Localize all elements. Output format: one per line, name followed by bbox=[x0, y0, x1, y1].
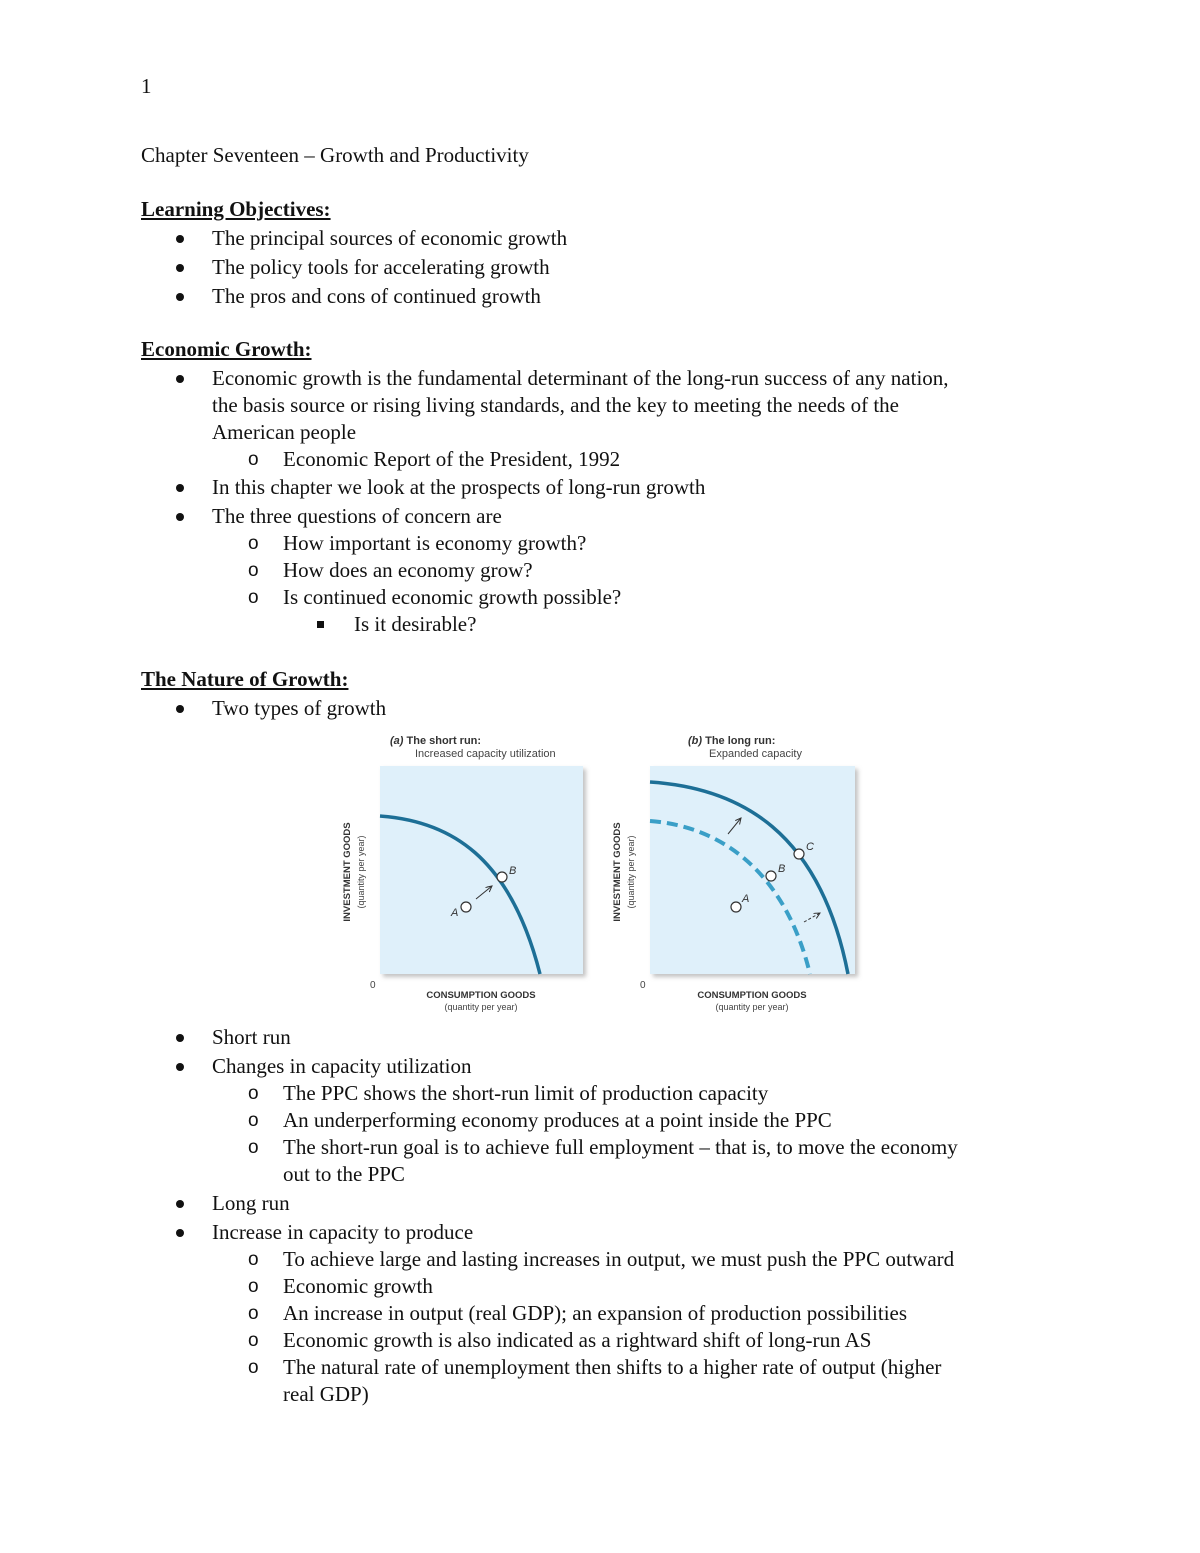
panel-b-title: (b) The long run: bbox=[688, 735, 776, 747]
list-item: The pros and cons of continued growth bbox=[141, 283, 567, 310]
list-item: Two types of growth bbox=[141, 695, 386, 722]
panel-a-ylabel: INVESTMENT GOODS bbox=[342, 822, 353, 922]
list-item-line: Economic growth is the fundamental determinant of the long-run success of any nation, bbox=[212, 366, 949, 390]
panel-b-origin: 0 bbox=[640, 980, 646, 991]
panel-a-subtitle: Increased capacity utilization bbox=[415, 748, 556, 760]
list-item-line: o The short-run goal is to achieve full employment – that is, to move the economy bbox=[283, 1135, 958, 1159]
list-item bbox=[141, 1354, 958, 1408]
list-item: o An increase in output (real GDP); an expansion of production possibilities bbox=[141, 1300, 958, 1327]
list-item: o How important is economy growth? bbox=[141, 530, 949, 557]
list-item-line: o The natural rate of unemployment then shifts to a higher rate of output (higher bbox=[283, 1355, 942, 1379]
panel-b-point-b bbox=[766, 871, 776, 881]
ppc-figure bbox=[320, 726, 880, 1020]
panel-a-label-a: A bbox=[451, 907, 459, 919]
list-item-line: the basis source or rising living standards, and the key to meeting the needs of the bbox=[212, 393, 900, 417]
list-item: o The PPC shows the short-run limit of production capacity bbox=[141, 1080, 958, 1107]
panel-a-ylabel-sub: (quantity per year) bbox=[356, 835, 366, 909]
panel-a-origin: 0 bbox=[370, 980, 376, 991]
ppc-panel-long-run bbox=[612, 735, 855, 1012]
panel-b-point-a bbox=[731, 902, 741, 912]
panel-b-point-c bbox=[794, 849, 804, 859]
list-item-line: American people bbox=[212, 420, 357, 444]
panel-b-xlabel-sub: (quantity per year) bbox=[715, 1002, 789, 1012]
panel-b-ylabel: INVESTMENT GOODS bbox=[612, 822, 623, 922]
page-number: 1 bbox=[141, 74, 152, 98]
list-item: Is it desirable? bbox=[141, 611, 949, 638]
list-item-line: real GDP) bbox=[283, 1382, 369, 1406]
ppc-panel-short-run bbox=[342, 735, 583, 1012]
list-item: In this chapter we look at the prospects of long-run growth bbox=[141, 474, 949, 501]
chapter-title: Chapter Seventeen – Growth and Productivity bbox=[141, 143, 529, 167]
panel-a-point-a bbox=[461, 902, 471, 912]
list-item: o How does an economy grow? bbox=[141, 557, 949, 584]
list-item: o Economic Report of the President, 1992 bbox=[141, 446, 949, 473]
panel-b-label-a: A bbox=[742, 893, 750, 905]
nature-of-growth-list bbox=[141, 1024, 958, 1408]
nature-intro-list bbox=[141, 695, 386, 722]
panel-a-xlabel-sub: (quantity per year) bbox=[444, 1002, 518, 1012]
list-item: o Economic growth is also indicated as a rightward shift of long-run AS bbox=[141, 1327, 958, 1354]
list-item: Long run bbox=[141, 1190, 958, 1217]
heading-learning-objectives: Learning Objectives: bbox=[141, 197, 331, 221]
list-item bbox=[141, 1134, 958, 1188]
panel-a-label-b: B bbox=[509, 865, 517, 877]
panel-a-point-b bbox=[497, 872, 507, 882]
list-item: o To achieve large and lasting increases in output, we must push the PPC outward bbox=[141, 1246, 958, 1273]
list-item-line: out to the PPC bbox=[283, 1162, 405, 1186]
panel-a-plot-area bbox=[380, 766, 583, 974]
panel-a-xlabel: CONSUMPTION GOODS bbox=[426, 990, 536, 1001]
list-item: The principal sources of economic growth bbox=[141, 225, 567, 252]
list-item: Changes in capacity utilization bbox=[141, 1053, 958, 1080]
panel-b-ylabel-sub: (quantity per year) bbox=[626, 835, 636, 909]
list-item: o An underperforming economy produces at a point inside the PPC bbox=[141, 1107, 958, 1134]
list-item: The policy tools for accelerating growth bbox=[141, 254, 567, 281]
list-item bbox=[141, 365, 949, 446]
panel-b-subtitle: Expanded capacity bbox=[709, 748, 802, 760]
heading-economic-growth: Economic Growth: bbox=[141, 337, 312, 361]
panel-b-plot-area bbox=[650, 766, 855, 974]
list-item: o Is continued economic growth possible? bbox=[141, 584, 949, 611]
economic-growth-list bbox=[141, 365, 949, 638]
list-item: o Economic growth bbox=[141, 1273, 958, 1300]
panel-b-label-c: C bbox=[806, 841, 814, 853]
list-item: Increase in capacity to produce bbox=[141, 1219, 958, 1246]
heading-nature-of-growth: The Nature of Growth: bbox=[141, 667, 349, 691]
panel-b-label-b: B bbox=[778, 863, 786, 875]
list-item: The three questions of concern are bbox=[141, 503, 949, 530]
panel-b-xlabel: CONSUMPTION GOODS bbox=[697, 990, 807, 1001]
objectives-list bbox=[141, 225, 567, 310]
panel-a-title: (a) The short run: bbox=[390, 735, 482, 747]
list-item: Short run bbox=[141, 1024, 958, 1051]
